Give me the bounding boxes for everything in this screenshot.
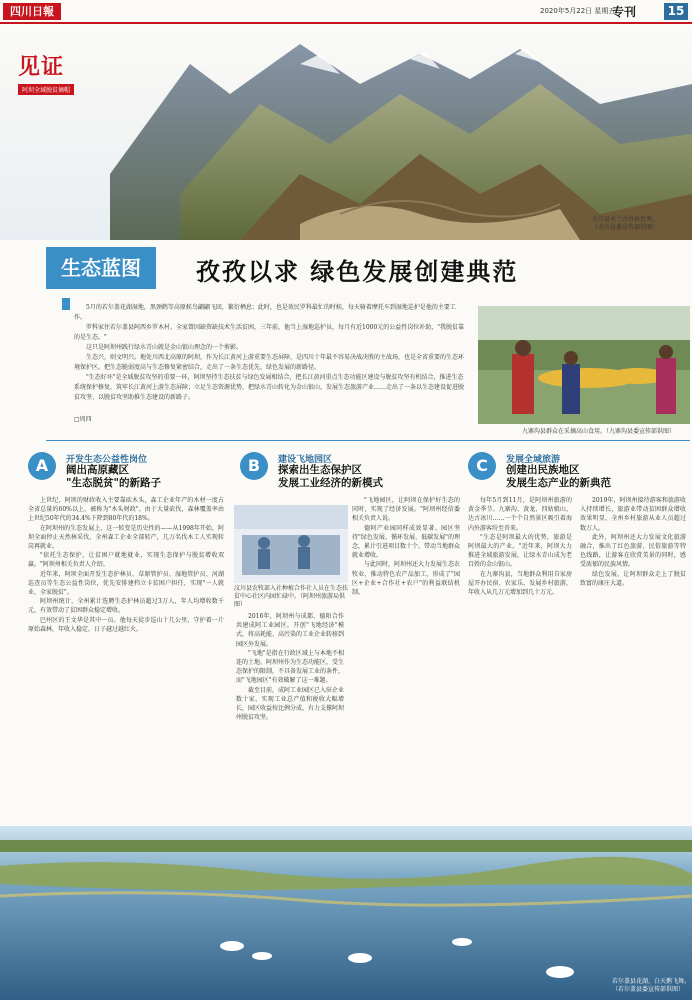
mountain-landscape-image xyxy=(0,24,692,240)
section-c-badge: C xyxy=(468,452,496,480)
page-number: 15 xyxy=(664,3,688,20)
section-c-label: 发展全域旅游 xyxy=(506,455,561,465)
swans-lake-image xyxy=(0,826,692,1000)
section-tag: 生态蓝图 xyxy=(46,247,156,289)
women-harvest-image xyxy=(478,306,690,424)
masthead-bar xyxy=(0,0,692,22)
section-a-body: 上世纪，阿坝的财政收入主要靠砍木头，森工企业年产的木材一度占全省总量的60%以上，被称为"木头财政"。由于大量砍伐，森林覆盖率由上世纪50年代的34.4%下降到80年代的18%。 在阿坝州的生态发展上，这一转变是历史性的——从1998年开始，阿坝全面停止天然林采伐，全州森工企业全部转产，几万名伐木工人实现转岗再就业。 "依托生态保护，让贫困户就地就业，实现生态保护与脱贫增收双赢。"阿坝州相关负责人介绍。 近年来，阿坝全面开发生态护林员、草原管护员、湿地管护员、河湖巡查员等生态公益性岗位，优先安排建档立卡贫困户担任，实现"一人就业、全家脱贫"。 阿坝州统计，全州累计选聘生态护林员超过3万人，年人均增收数千元，有效带动了贫困群众稳定增收。 巴州区的王文华是其中一员。他每天徒步巡山十几公里，守护着一片原始森林，年收入稳定，日子越过越红火。 xyxy=(28,497,224,633)
byline: □周四 xyxy=(74,416,92,423)
intro-marker xyxy=(62,298,70,310)
newspaper-logo: 四川日報 xyxy=(3,3,61,20)
workshop-caption: 汶川县农牧部入社种植合作社人员在生态扶贫中心社区内园忙碌中。（阿坝州旅游局供图） xyxy=(234,585,349,608)
section-b-label: 建设飞地园区 xyxy=(278,455,333,465)
intro-text: 5月的若尔盖花湖湿地，黑颈鹤等高原候鸟翩翩飞回，繁衍栖息；此时，也是效民罗科最忙的时候，每天骑着摩托车到湿地巡护是他的主要工作。 罗科家住若尔盖县阿西乡罗木村。全家曾因缺资缺技术生活贫困，三年前，他当上湿地巡护员，每月有近1000元的公益性岗位补助，"我脱贫靠的是生态。" 这只是阿坝州践行绿水青山就是金山银山理念的一个剪影。 生态兴，则文明兴。地处川西北高原的阿坝，作为长江黄河上游重要生态屏障，是四川十年最不容易决战决胜的主战场，也是全省重要的生态环境保护区。把生态脆弱度高与生态修复紧密结合，走出了一条生态优先、绿色发展的新路径。 "生态好坏"是全域脱贫攻坚的重要一环，阿坝坚持生态扶贫与绿色发展相结合，把长江黄河重点生态功能区建设与脱贫攻坚有机结合，推进生态系统保护修复，筑牢长江黄河上游生态屏障；立足生态资源优势，把绿水青山转化为金山银山，发展生态旅游产业……走出了一条以生态建设促进脱贫攻坚、以脱贫攻坚助推生态建设的新路子。 xyxy=(74,304,465,401)
section-c-body-1: 每年5月到11月，是阿坝州旅游的黄金季节。九寨沟、黄龙、四姑娘山、达古冰川……一个个自然景区吸引着海内外游客纷至沓来。 "生态是阿坝最大的优势，旅游是阿坝最大的产业。"近年来，阿坝大力推进全域旅游发展，让绿水青山成为老百姓的金山银山。 在九寨沟县，当地群众利用自家房屋开办民宿、农家乐，发展乡村旅游，年收入从几万元增加到几十万元。 xyxy=(468,497,572,597)
column-brand xyxy=(18,50,74,95)
brand-title: 见证 xyxy=(18,54,65,80)
divider xyxy=(46,440,690,441)
banner-caption: 金川县木兰古谷景色秀。 （金川县委宣传部供图） xyxy=(592,216,659,231)
banner-photo xyxy=(0,24,692,240)
section-name: 专刊 xyxy=(612,5,637,19)
section-a-title: 阔出高原藏区 "生态脱贫"的新路子 xyxy=(66,464,161,489)
section-b-body-1: 2016年，阿坝州与成都、德阳合作共建成阿工业园区，开创"飞地经济"模式，将高耗能、高污染的工业企业转移到园区外发展。 "飞地"是指在行政区域上与本地不相连的土地。阿坝州作为生态功能区，受生态保护的限制，不具备发展工业的条件，而"飞地园区"有效破解了这一难题。 截至目前，成阿工业园区已入驻企业数十家，实现工业总产值和税收大幅增长，园区收益按比例分成，有力支撑阿坝州脱贫攻坚。 xyxy=(236,613,345,722)
harvest-photo xyxy=(478,306,690,424)
section-c-body-2: 2019年，阿坝州接待游客和旅游收入持续增长，旅游业带动贫困群众增收效果明显，全州乡村旅游从业人员超过数万人。 此外，阿坝州还大力发展文化旅游融合，推出了红色旅游、民俗旅游等特色线路，让游客在欣赏美景的同时，感受浓郁的民族风情。 绿色发展，让阿坝群众走上了脱贫致富的康庄大道。 xyxy=(580,497,686,587)
section-b-badge: B xyxy=(240,452,268,480)
section-c-title: 创建出民族地区 发展生态产业的新典范 xyxy=(506,464,611,489)
workshop-image xyxy=(234,505,348,583)
feature-headline: 孜孜以求 绿色发展创建典范 xyxy=(196,258,519,286)
section-b-body-2: "飞地园区，让阿坝在保护好生态的同时，实现了经济发展。"阿坝州经信委相关负责人说。 德阿产业园同样成效显著。园区坚持"绿色发展、循环发展、低碳发展"的理念，累计引进项目数十个，带动当地群众就业增收。 与此同时，阿坝州还大力发展生态农牧业，推动特色农产品加工，形成了"园区+企业+合作社+农户"的利益联结机制。 xyxy=(352,497,461,597)
workshop-photo xyxy=(234,505,348,583)
lake-caption: 若尔盖县花湖，白天鹅飞舞。 （若尔盖县委宣传部供图） xyxy=(612,978,691,993)
section-b-title: 探索出生态保护区 发展工业经济的新模式 xyxy=(278,464,383,489)
section-a-badge: A xyxy=(28,452,56,480)
section-a-label: 开发生态公益性岗位 xyxy=(66,455,148,465)
harvest-caption: 九寨沟县群众在采摘高山食用。（九寨沟县委宣传部供图） xyxy=(522,428,676,435)
issue-date: 2020年5月22日 星期五 xyxy=(540,7,616,15)
brand-subtitle: 阿坝全域脱贫摘帽 xyxy=(18,84,74,95)
lake-photo xyxy=(0,826,692,1000)
